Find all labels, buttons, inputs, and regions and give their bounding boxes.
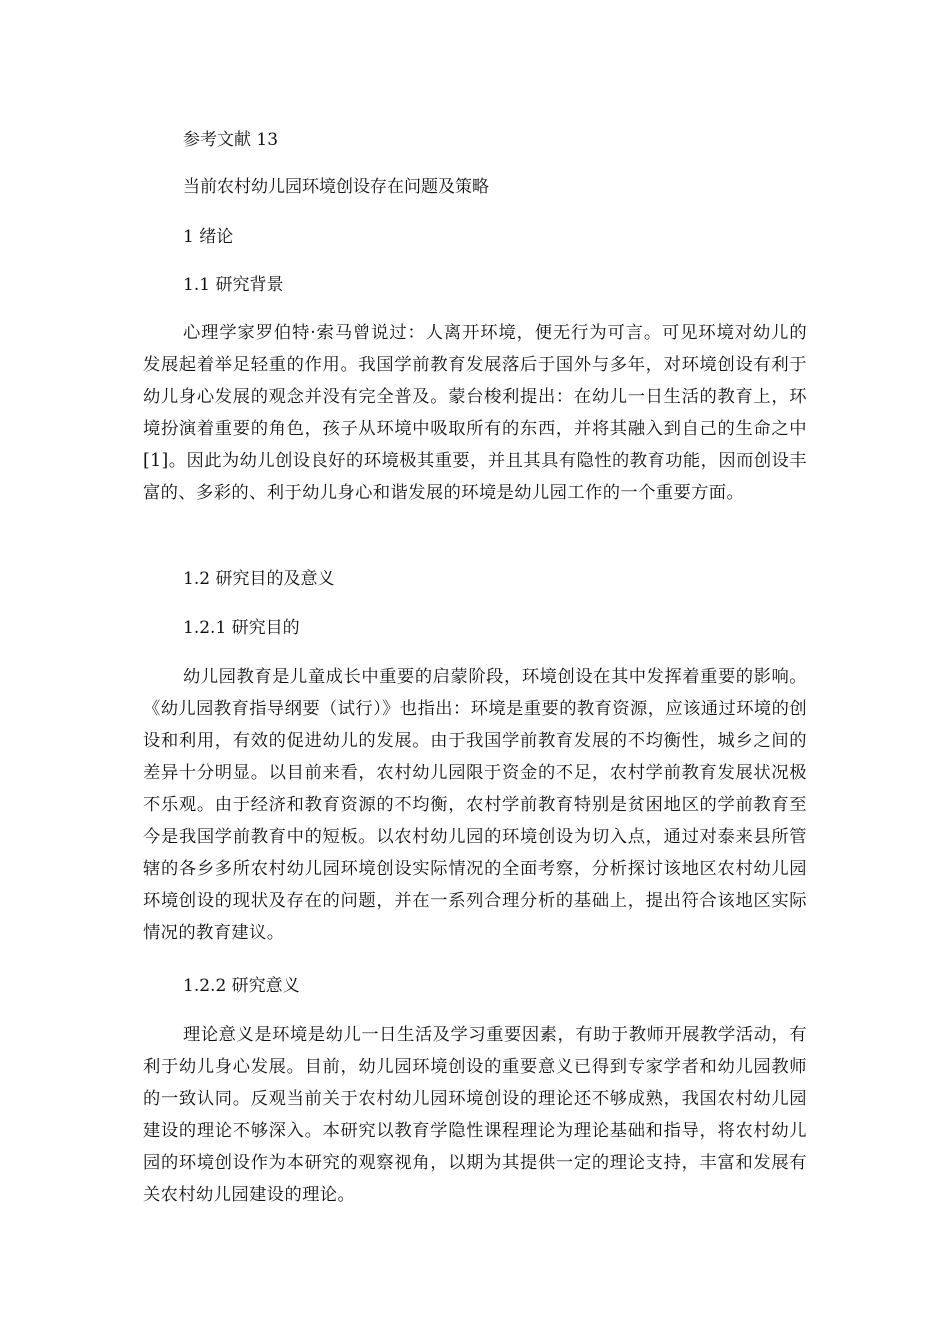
toc-entry: 参考文献 13 [183, 130, 279, 150]
heading-1-2: 1.2 研究目的及意义 [183, 569, 335, 589]
heading-1: 1 绪论 [183, 227, 234, 247]
document-title: 当前农村幼儿园环境创设存在问题及策略 [183, 177, 489, 197]
paragraph-purpose: 幼儿园教育是儿童成长中重要的启蒙阶段，环境创设在其中发挥着重要的影响。《幼儿园教育指导纲要（试行）》也指出：环境是重要的教育资源，应该通过环境的创设和利用，有效的促进幼儿的发展。由于我国学前教育发展的不均衡性，城乡之间的差异十分明显。以目前来看，农村幼儿园限于资金的不足，农村学前教育发展状况极不乐观。由于经济和教育资源的不均衡，农村学前教育特别是贫困地区的学前教育至今是我国学前教育中的短板。以农村幼儿园的环境创设为切入点，通过对泰来县所管辖的各乡多所农村幼儿园环境创设实际情况的全面考察，分析探讨该地区农村幼儿园环境创设的现状及存在的问题，并在一系列合理分析的基础上，提出符合该地区实际情况的教育建议。 [143, 667, 807, 943]
paragraph-significance: 理论意义是环境是幼儿一日生活及学习重要因素，有助于教师开展教学活动，有利于幼儿身心发展。目前，幼儿园环境创设的重要意义已得到专家学者和幼儿园教师的一致认同。反观当前关于农村幼儿园环境创设的理论还不够成熟，我国农村幼儿园建设的理论不够深入。本研究以教育学隐性课程理论为理论基础和指导，将农村幼儿园的环境创设作为本研究的观察视角，以期为其提供一定的理论支持，丰富和发展有关农村幼儿园建设的理论。 [143, 1025, 807, 1205]
heading-1-2-2: 1.2.2 研究意义 [183, 976, 300, 996]
heading-1-2-1: 1.2.1 研究目的 [183, 618, 300, 638]
heading-1-1: 1.1 研究背景 [183, 275, 284, 295]
paragraph-background: 心理学家罗伯特·索马曾说过：人离开环境，便无行为可言。可见环境对幼儿的发展起着举足轻重的作用。我国学前教育发展落后于国外与多年，对环境创设有利于幼儿身心发展的观念并没有完全普及。蒙台梭利提出：在幼儿一日生活的教育上，环境扮演着重要的角色，孩子从环境中吸取所有的东西，并将其融入到自己的生命之中[1]。因此为幼儿创设良好的环境极其重要，并且其具有隐性的教育功能，因而创设丰富的、多彩的、利于幼儿身心和谐发展的环境是幼儿园工作的一个重要方面。 [143, 323, 807, 503]
